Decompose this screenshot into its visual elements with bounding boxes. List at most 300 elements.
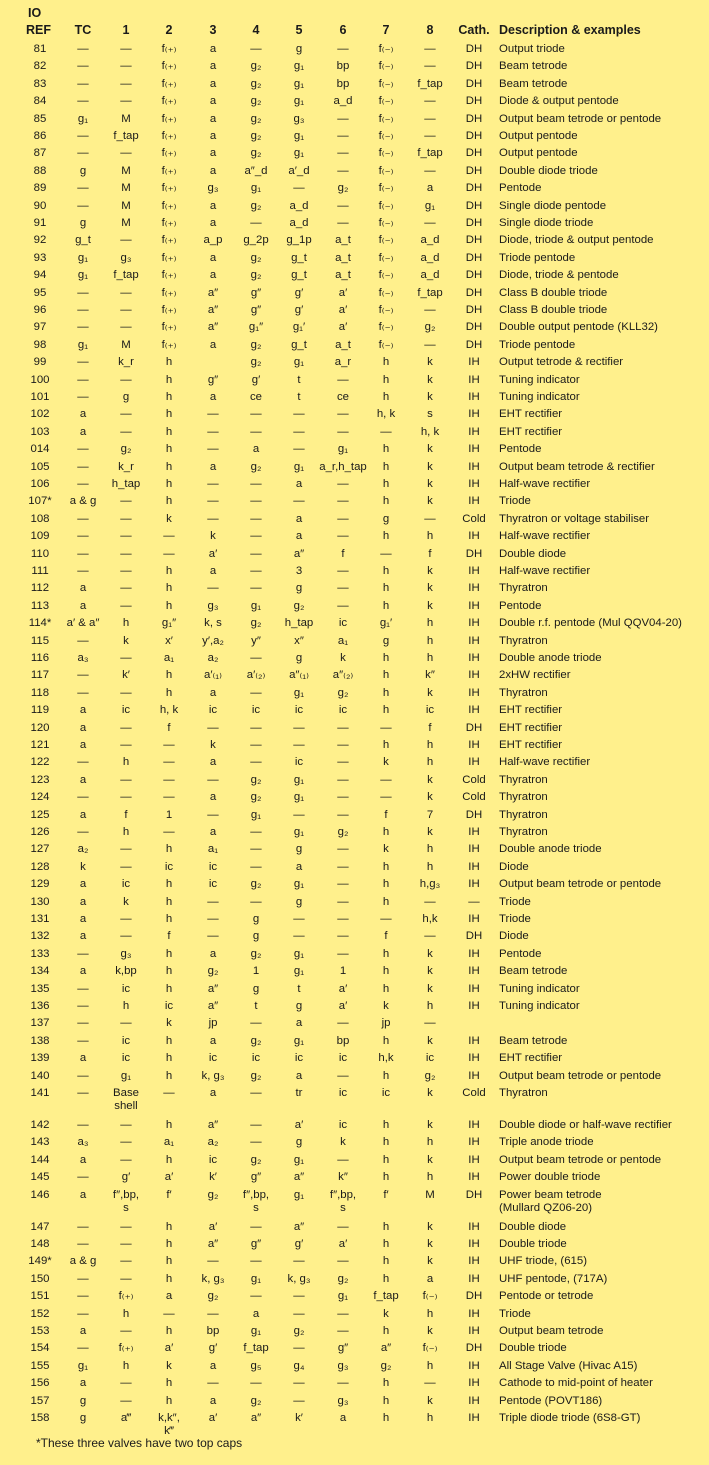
pin-6-cell: a_t	[335, 234, 351, 247]
pin-7-cell: h	[382, 878, 390, 891]
cathode-cell: IH	[468, 425, 480, 438]
tc-cell: —	[77, 1000, 89, 1012]
pin-6-cell: —	[337, 1255, 349, 1268]
ref-cell: 154	[30, 1342, 50, 1355]
pin-1-cell: —	[120, 286, 132, 299]
pin-8-cell: f_tap	[417, 286, 443, 299]
pin-2-cell: h	[165, 408, 173, 421]
pin-4-cell: g″	[250, 1171, 262, 1184]
pin-4-cell: g₂	[250, 878, 262, 891]
pin-7-cell: h	[382, 1412, 390, 1424]
table-row	[0, 756, 709, 773]
description-cell: 2xHW rectifier	[499, 669, 571, 682]
description-cell: Half-wave rectifier	[499, 756, 591, 769]
pin-7-cell: —	[380, 547, 392, 560]
pin-5-cell: a″₍₁₎	[289, 669, 309, 682]
pin-8-cell: h	[426, 1307, 434, 1320]
ref-cell: 123	[30, 773, 50, 786]
pin-8-cell: —	[424, 512, 436, 525]
pin-3-cell: g₃	[207, 182, 219, 195]
pin-4-cell: f_tap	[243, 1342, 269, 1355]
pin-2-cell: f′	[166, 1188, 172, 1201]
ref-cell: 133	[30, 947, 50, 960]
pin-8-cell: h	[426, 860, 434, 873]
tc-cell: —	[77, 634, 89, 647]
tc-cell: —	[77, 947, 89, 960]
pin-7-cell: f₍₋₎	[378, 60, 394, 73]
pin-2-cell: a′	[164, 1342, 174, 1355]
pin-1-cell: —	[120, 686, 132, 699]
pin-3-cell: —	[207, 930, 219, 943]
ref-cell: 84	[33, 95, 47, 108]
cathode-cell: IH	[468, 1220, 480, 1233]
pin-4-cell: —	[250, 860, 262, 873]
description-cell: Output beam tetrode	[499, 1325, 604, 1337]
pin-7-cell: k	[383, 1307, 389, 1320]
description-cell: Double diode	[499, 547, 567, 560]
ref-cell: 81	[33, 43, 47, 55]
tc-cell: a	[79, 582, 87, 595]
table-row	[0, 774, 709, 791]
table-row	[0, 1395, 709, 1412]
cathode-cell: IH	[468, 599, 480, 612]
pin-7-cell: f₍₋₎	[378, 199, 394, 212]
tc-cell: a	[79, 704, 87, 717]
tc-cell: g₁	[77, 338, 89, 351]
tc-cell: a₂	[77, 843, 89, 856]
description-cell: UHF triode, (615)	[499, 1255, 587, 1268]
pin-7-cell: f₍₋₎	[378, 286, 394, 299]
description-cell: Power double triode	[499, 1171, 601, 1184]
pin-1-cell: h	[122, 1000, 130, 1012]
pin-2-cell: h	[165, 356, 173, 369]
pin-2-cell: h	[165, 391, 173, 403]
cathode-cell: IH	[468, 1000, 480, 1012]
pin-8-cell: k	[427, 356, 433, 369]
pin-5-cell: g₁	[293, 356, 305, 369]
cathode-cell: Cold	[462, 1087, 486, 1099]
pin-8-cell: h,k	[422, 913, 438, 925]
pin-6-cell: ic	[338, 617, 348, 630]
pin-3-cell: —	[207, 1255, 219, 1268]
pin-6-cell: g″	[337, 1342, 349, 1355]
pin-3-cell: a″	[207, 1000, 219, 1012]
pin-6-cell: —	[337, 130, 349, 142]
pin-4-cell: a	[252, 443, 260, 456]
pin-4-cell: —	[250, 721, 262, 734]
pin-1-cell: —	[120, 43, 132, 55]
pin-8-cell: h	[426, 739, 434, 751]
pin-3-cell: a′	[208, 1412, 218, 1424]
tc-cell: g₁	[77, 112, 89, 125]
pin-1-cell: —	[120, 739, 132, 751]
pin-4-cell: —	[250, 1255, 262, 1268]
cathode-cell: IH	[468, 1136, 480, 1149]
tc-cell: —	[77, 547, 89, 560]
description-cell: Triple diode triode (6S8-GT)	[499, 1412, 641, 1424]
pin-3-cell: a	[209, 565, 217, 577]
pin-5-cell: g′	[294, 304, 304, 316]
tc-cell: a	[79, 878, 87, 891]
pin-2-cell: h	[165, 1377, 173, 1390]
ref-cell: 125	[30, 808, 50, 821]
cathode-cell: DH	[465, 808, 483, 821]
pin-5-cell: g₁	[293, 826, 305, 838]
pin-6-cell: —	[337, 721, 349, 734]
pin-1-cell: —	[120, 930, 132, 943]
pin-5-cell: g₁′	[292, 321, 306, 334]
pin-5-cell: t	[297, 391, 301, 403]
pin-7-cell: h	[382, 1153, 390, 1166]
pin-8-cell: h	[426, 652, 434, 664]
pin-2-cell: f₍₊₎	[161, 286, 177, 299]
pin-6-cell: g₃	[337, 1394, 349, 1407]
description-cell: Triple anode triode	[499, 1136, 594, 1149]
table-row	[0, 791, 709, 808]
description-cell: Diode, triode & output pentode	[499, 234, 654, 247]
description-cell: Triode	[499, 913, 531, 925]
tc-cell: —	[77, 1171, 89, 1184]
pin-7-cell: f₍₋₎	[378, 321, 394, 334]
cathode-cell: IH	[468, 1119, 480, 1131]
pin-7-cell: f₍₋₎	[378, 95, 394, 108]
pin-7-cell: g₁′	[379, 617, 393, 630]
pin-1-cell: —	[120, 60, 132, 73]
pin-7-cell: h	[382, 1034, 390, 1047]
description-cell: Beam tetrode	[499, 1034, 568, 1047]
table-row	[0, 826, 709, 843]
table-row	[0, 391, 709, 408]
pin-8-cell: k	[427, 1220, 433, 1233]
description-cell: Cathode to mid-point of heater	[499, 1377, 653, 1390]
pin-8-cell: a	[426, 182, 434, 195]
pin-2-cell: f₍₊₎	[161, 321, 177, 334]
pin-2-cell: —	[163, 547, 175, 560]
pin-6-cell: bp	[336, 60, 350, 73]
pin-2-cell: h	[165, 843, 173, 856]
pin-1-cell: h	[122, 756, 130, 769]
pin-7-cell: h	[382, 669, 390, 682]
pin-1-cell: —	[120, 1325, 132, 1337]
cathode-cell: IH	[468, 1255, 480, 1268]
table-row	[0, 983, 709, 1000]
ref-cell: 91	[33, 217, 47, 229]
header-pin-7: 7	[382, 23, 390, 37]
pin-5-cell: —	[293, 1377, 305, 1390]
pin-5-cell: g₁	[293, 460, 305, 473]
pin-4-cell: —	[250, 530, 262, 543]
cathode-cell: IH	[468, 739, 480, 751]
pin-8-cell: k	[427, 1087, 433, 1099]
pin-3-cell: —	[207, 773, 219, 786]
tc-cell: a	[79, 408, 87, 421]
description-cell: Triode	[499, 495, 531, 508]
pin-6-cell: a′	[338, 1000, 348, 1012]
pin-7-cell: f′	[383, 1188, 389, 1201]
table-row	[0, 1154, 709, 1171]
pin-5-cell: g′	[294, 286, 304, 299]
pin-3-cell: a	[209, 77, 217, 90]
pin-2-cell: h	[165, 373, 173, 386]
cathode-cell: —	[468, 895, 480, 908]
pin-7-cell: f₍₋₎	[378, 269, 394, 282]
ref-cell: 147	[30, 1220, 50, 1233]
description-cell: Output beam tetrode or pentode	[499, 1153, 662, 1166]
pin-3-cell: a	[209, 1394, 217, 1407]
pin-5-cell: g	[295, 895, 303, 908]
pin-7-cell: jp	[381, 1017, 391, 1030]
pin-3-cell: g′	[208, 1342, 218, 1355]
pin-2-cell: h	[165, 599, 173, 612]
pin-3-cell: a	[209, 147, 217, 160]
pin-5-cell: —	[293, 1307, 305, 1320]
pin-6-cell: —	[337, 947, 349, 960]
table-row	[0, 287, 709, 304]
ref-cell: 148	[30, 1238, 50, 1250]
pin-8-cell: h	[426, 634, 434, 647]
header-pin-5: 5	[295, 23, 303, 37]
pin-3-cell: a	[209, 338, 217, 351]
pin-5-cell: —	[293, 182, 305, 195]
pin-2-cell: a′	[164, 1171, 174, 1184]
description-cell: EHT rectifier	[499, 425, 563, 438]
pin-8-cell: —	[424, 217, 436, 229]
cathode-cell: Cold	[462, 791, 486, 804]
ref-cell: 90	[33, 199, 47, 212]
pin-7-cell: h	[382, 1325, 390, 1337]
pin-1-cell: —	[120, 1377, 132, 1390]
pin-6-cell: —	[337, 217, 349, 229]
pin-8-cell: —	[424, 164, 436, 177]
description-cell: Pentode	[499, 947, 542, 960]
pin-8-cell: M	[425, 1188, 435, 1201]
pin-2-cell: a₁	[163, 1136, 175, 1149]
table-row	[0, 843, 709, 860]
pin-6-cell: a′	[338, 1238, 348, 1250]
pin-5-cell: g₁	[293, 965, 305, 978]
pin-8-cell: 7	[426, 808, 434, 821]
pin-3-cell: k, s	[204, 617, 222, 630]
tc-cell: —	[77, 512, 89, 525]
table-row	[0, 356, 709, 373]
tc-cell: —	[77, 373, 89, 386]
pin-6-cell: —	[337, 530, 349, 543]
pin-6-cell: —	[337, 860, 349, 873]
pin-5-cell: g₃	[293, 112, 305, 125]
description-cell: EHT rectifier	[499, 721, 563, 734]
table-row	[0, 635, 709, 652]
tc-cell: —	[77, 565, 89, 577]
ref-cell: 130	[30, 895, 50, 908]
table-row	[0, 321, 709, 338]
tc-cell: —	[77, 1290, 89, 1303]
description-cell: Tuning indicator	[499, 373, 580, 386]
pin-3-cell: —	[207, 895, 219, 908]
table-row	[0, 600, 709, 617]
pin-8-cell: —	[424, 930, 436, 943]
table-row	[0, 1119, 709, 1136]
pin-3-cell: a₂	[207, 1136, 219, 1149]
pin-2-cell: —	[163, 756, 175, 769]
cathode-cell: IH	[468, 1307, 480, 1320]
pin-5-cell: 3	[295, 565, 303, 577]
pin-3-cell: a″	[207, 321, 219, 334]
pin-5-cell: a_d	[289, 199, 309, 212]
pin-4-cell: —	[250, 217, 262, 229]
cathode-cell: IH	[468, 460, 480, 473]
pin-6-cell: —	[337, 808, 349, 821]
ref-cell: 142	[30, 1119, 50, 1131]
cathode-cell: IH	[468, 478, 480, 490]
table-row	[0, 704, 709, 721]
ref-cell: 110	[30, 547, 50, 560]
pin-4-cell: g₂	[250, 60, 262, 73]
cathode-cell: Cold	[462, 773, 486, 786]
pin-4-cell: —	[250, 739, 262, 751]
description-cell: Double diode triode	[499, 164, 598, 177]
pin-2-cell: a₁	[163, 652, 175, 664]
pin-3-cell: a	[209, 112, 217, 125]
pin-5-cell: a″	[293, 1171, 305, 1184]
pin-6-cell: —	[337, 147, 349, 160]
pin-7-cell: g₂	[380, 1359, 392, 1372]
cathode-cell: DH	[465, 77, 483, 90]
pin-1-cell: —	[120, 1255, 132, 1268]
pin-3-cell: a	[209, 826, 217, 838]
pin-4-cell: g₂	[250, 1034, 262, 1047]
pin-6-cell: a_d	[333, 95, 353, 108]
ref-cell: 86	[33, 130, 47, 142]
pin-1-cell: —	[120, 425, 132, 438]
description-cell: Output pentode	[499, 130, 578, 142]
ref-cell: 139	[30, 1052, 50, 1065]
pin-4-cell: —	[250, 547, 262, 560]
cathode-cell: IH	[468, 356, 480, 369]
pin-6-cell: —	[337, 756, 349, 769]
cathode-cell: IH	[468, 1069, 480, 1082]
pin-5-cell: t	[297, 373, 301, 386]
ref-cell: 158	[30, 1412, 50, 1424]
cathode-cell: DH	[465, 547, 483, 560]
pin-5-cell: g	[295, 43, 303, 55]
pin-8-cell: —	[424, 95, 436, 108]
table-row	[0, 652, 709, 669]
table-row	[0, 339, 709, 356]
pin-6-cell: a″₍₂₎	[332, 669, 354, 682]
pin-8-cell: —	[424, 60, 436, 73]
pin-3-cell: —	[207, 1377, 219, 1390]
pin-2-cell: a	[165, 1290, 173, 1303]
ref-cell: 96	[33, 304, 47, 316]
table-row	[0, 1035, 709, 1052]
pin-4-cell: t	[254, 1000, 258, 1012]
pin-6-cell: —	[337, 512, 349, 525]
description-cell: Output tetrode & rectifier	[499, 356, 624, 369]
pin-7-cell: h	[382, 356, 390, 369]
cathode-cell: IH	[468, 408, 480, 421]
pin-8-cell: k″	[425, 669, 435, 682]
pin-5-cell: ic	[294, 756, 304, 769]
table-row	[0, 234, 709, 251]
pin-4-cell: g₁	[250, 808, 262, 821]
cathode-cell: Cold	[462, 512, 486, 525]
pin-4-cell: g₁	[250, 599, 262, 612]
pin-3-cell: a	[209, 1034, 217, 1047]
pin-2-cell: h, k	[159, 704, 179, 717]
pin-8-cell: k	[427, 391, 433, 403]
pin-4-cell: y″	[251, 634, 261, 647]
pin-3-cell: a	[209, 251, 217, 264]
ref-cell: 146	[30, 1188, 50, 1201]
pin-5-cell: t	[297, 982, 301, 995]
pin-1-cell: g	[122, 391, 130, 403]
table-row	[0, 513, 709, 530]
tc-cell: a	[79, 721, 87, 734]
pin-1-cell: M	[121, 182, 131, 195]
ref-cell: 150	[30, 1272, 50, 1285]
pin-6-cell: —	[337, 1377, 349, 1390]
header-pin-1: 1	[122, 23, 130, 37]
table-row	[0, 1171, 709, 1188]
pin-5-cell: g₁	[293, 791, 305, 804]
description-cell: Double diode	[499, 1220, 567, 1233]
pin-4-cell: g	[252, 930, 260, 943]
pin-5-cell: g	[295, 652, 303, 664]
pin-6-cell: a′	[338, 304, 348, 316]
ref-cell: 98	[33, 338, 47, 351]
pin-8-cell: f_tap	[417, 147, 443, 160]
cathode-cell: DH	[465, 1342, 483, 1355]
pin-6-cell: g₁	[337, 1290, 349, 1303]
ref-cell: 111	[31, 565, 49, 577]
tc-cell: g_t	[75, 234, 91, 247]
pin-8-cell: h	[426, 1000, 434, 1012]
pin-1-cell: Base shell	[113, 1087, 139, 1112]
pin-2-cell: h	[165, 582, 173, 595]
pin-6-cell: g₂	[337, 826, 349, 838]
pin-5-cell: a	[295, 530, 303, 543]
cathode-cell: IH	[468, 1272, 480, 1285]
pin-8-cell: —	[424, 130, 436, 142]
pin-7-cell: f₍₋₎	[378, 77, 394, 90]
description-cell: Pentode (POVT186)	[499, 1394, 603, 1407]
pin-6-cell: —	[337, 878, 349, 891]
pin-7-cell: h	[382, 704, 390, 717]
table-row	[0, 408, 709, 425]
table-row	[0, 1325, 709, 1342]
pin-5-cell: —	[293, 739, 305, 751]
pin-8-cell: —	[424, 338, 436, 351]
tc-cell: a′ & a″	[66, 617, 100, 630]
pin-4-cell: g₂	[250, 199, 262, 212]
cathode-cell: IH	[468, 704, 480, 717]
pin-7-cell: h	[382, 1069, 390, 1082]
tc-cell: a	[79, 895, 87, 908]
tc-cell: a	[79, 1325, 87, 1337]
table-row	[0, 948, 709, 965]
pin-6-cell: ce	[336, 391, 350, 403]
pin-1-cell: g₃	[120, 947, 132, 960]
ref-cell: 107*	[28, 495, 52, 508]
pin-3-cell: —	[207, 408, 219, 421]
table-row	[0, 722, 709, 739]
tc-cell: —	[77, 686, 89, 699]
pin-3-cell: a	[209, 164, 217, 177]
tc-cell: g₁	[77, 251, 89, 264]
ref-cell: 153	[30, 1325, 50, 1337]
pin-5-cell: g₁	[293, 773, 305, 786]
pin-7-cell: —	[380, 721, 392, 734]
